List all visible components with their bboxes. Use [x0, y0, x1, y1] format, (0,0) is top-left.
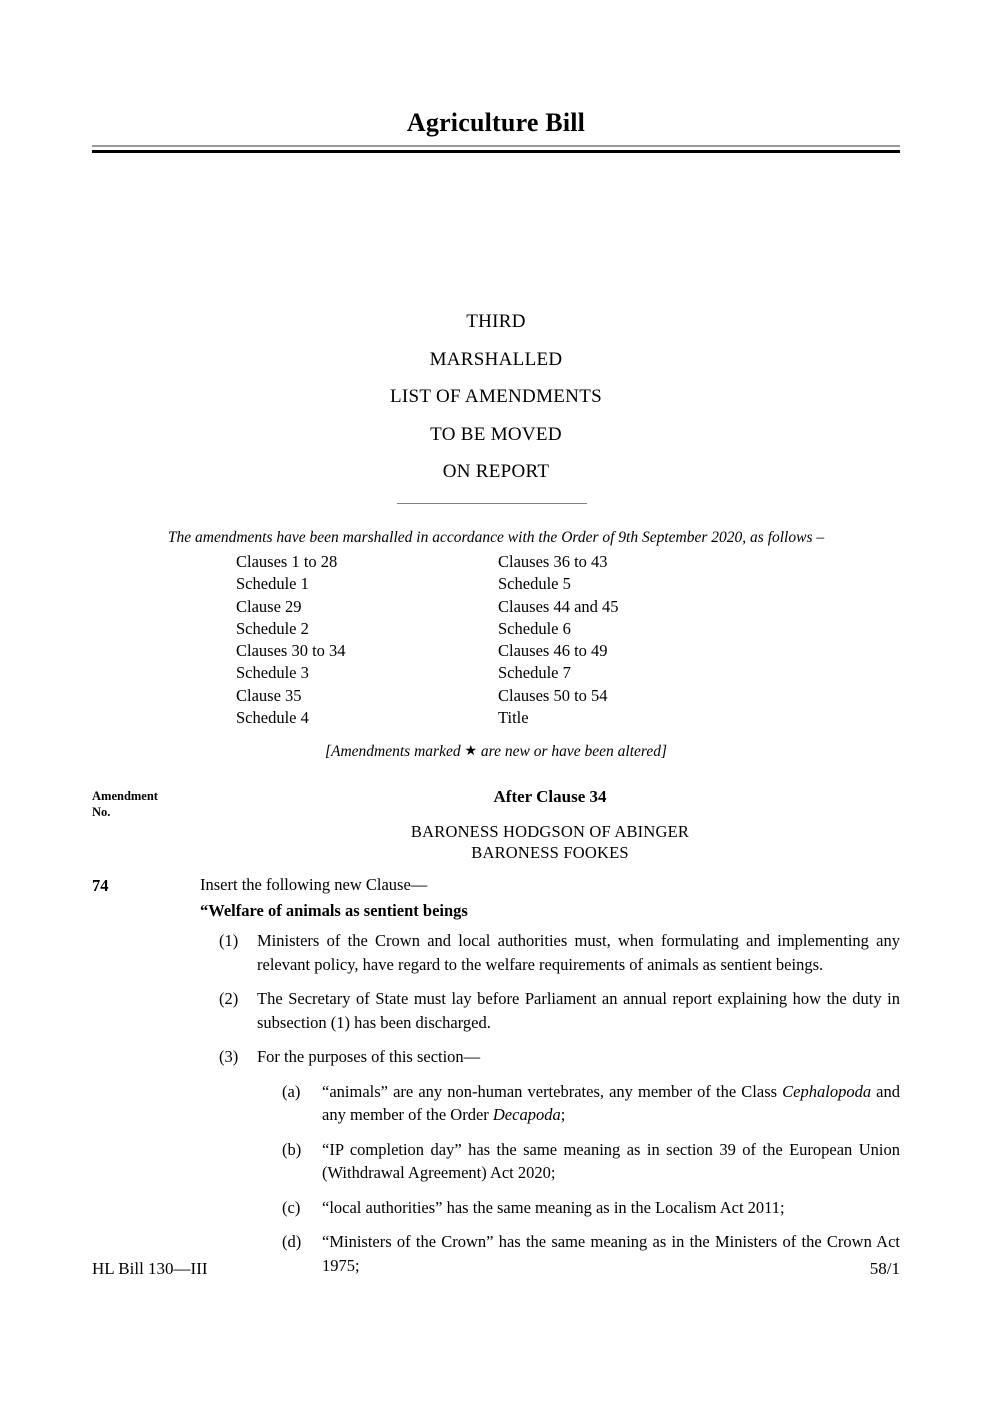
list-item: Clause 29	[236, 596, 302, 616]
list-item: Schedule 5	[498, 574, 571, 594]
definition-item	[282, 1196, 900, 1220]
list-item: Schedule 4	[236, 708, 309, 728]
definition-item	[282, 1230, 900, 1277]
subsection-marker: (2)	[219, 989, 239, 1008]
list-item: Schedule 2	[236, 618, 309, 638]
heading-line-3: LIST OF AMENDMENTS	[390, 386, 602, 407]
amendment-no-margin-label	[92, 789, 202, 820]
subsection	[219, 987, 900, 1034]
definition-marker: (b)	[282, 1139, 302, 1159]
definition-text: “local authorities” has the same meaning as in the Localism Act 2011;	[322, 1197, 785, 1217]
heading-line-2: MARSHALLED	[429, 348, 563, 370]
clause-order-column-left	[236, 551, 498, 729]
list-item: Title	[498, 708, 529, 728]
subsection-marker: (1)	[219, 931, 239, 950]
star-note-suffix: are new or have been altered]	[477, 743, 667, 760]
subsection-text: The Secretary of State must lay before Parliament an annual report explaining how the duty in subsection (1) has been discharged.	[257, 989, 900, 1032]
section-divider-rule	[397, 503, 587, 504]
amendment-no-label-line2: No.	[92, 804, 111, 819]
subsection-text: For the purposes of this section—	[257, 1047, 481, 1066]
page-title: Agriculture Bill	[406, 108, 586, 137]
star-icon: ★	[464, 744, 478, 759]
list-item: Schedule 7	[498, 663, 571, 683]
clause-order-column-right	[498, 551, 778, 729]
list-item: Clauses 50 to 54	[498, 685, 608, 705]
definition-marker: (c)	[282, 1197, 301, 1217]
heading-line-4: TO BE MOVED	[430, 423, 562, 445]
heading-line-5: ON REPORT	[442, 461, 550, 482]
list-item: Clause 35	[236, 685, 302, 705]
amendment-no-label-line1: Amendment	[92, 789, 158, 803]
list-item: Clauses 30 to 34	[236, 641, 346, 661]
new-clause-title: “Welfare of animals as sentient beings	[200, 901, 468, 920]
footer-bill-number: HL Bill 130—III	[92, 1259, 208, 1278]
amendment-body	[219, 929, 900, 1277]
list-item: Schedule 1	[236, 574, 309, 594]
amendment-number: 74	[92, 876, 109, 895]
list-item: Schedule 3	[236, 663, 309, 683]
sponsor-name: BARONESS HODGSON OF ABINGER	[410, 822, 690, 841]
list-item: Schedule 6	[498, 618, 571, 638]
starred-amendments-note	[92, 743, 900, 761]
list-item: Clauses 44 and 45	[498, 596, 619, 616]
list-item: Clauses 46 to 49	[498, 641, 608, 661]
sponsor-list	[200, 821, 900, 863]
definition-item	[282, 1138, 900, 1185]
definition-marker: (a)	[282, 1081, 301, 1101]
insert-instruction: Insert the following new Clause—	[200, 875, 428, 894]
star-note-prefix: [Amendments marked	[324, 743, 465, 760]
subsection	[219, 1045, 900, 1277]
definition-text: “IP completion day” has the same meaning as in section 39 of the European Union (Withdrawal Agreement) Act 2020;	[322, 1139, 900, 1182]
definition-text: “Ministers of the Crown” has the same meaning as in the Ministers of the Crown Act 1975;	[322, 1232, 900, 1275]
definition-list	[257, 1080, 900, 1278]
document-heading-block	[92, 303, 900, 491]
subsection-marker: (3)	[219, 1047, 239, 1066]
sponsor-name: BARONESS FOOKES	[471, 843, 629, 862]
title-divider-thick-rule	[92, 150, 900, 153]
title-divider	[92, 145, 900, 153]
definition-marker: (d)	[282, 1232, 302, 1251]
list-item: Clauses 1 to 28	[236, 552, 338, 571]
subsection-text: Ministers of the Crown and local authorities must, when formulating and implementing any relevant policy, have regard to the welfare requirements of animals as sentient beings.	[257, 931, 900, 974]
footer-page-number: 58/1	[869, 1259, 900, 1278]
marshalling-note: The amendments have been marshalled in accordance with the Order of 9th September 2020, as follows –	[167, 529, 825, 546]
heading-line-1: THIRD	[466, 311, 526, 332]
list-item: Clauses 36 to 43	[498, 552, 608, 571]
subsection	[219, 929, 900, 976]
definition-text: “animals” are any non-human vertebrates, any member of the Class Cephalopoda and any member of the Order Decapoda;	[322, 1081, 901, 1124]
definition-item	[282, 1080, 900, 1127]
section-heading: After Clause 34	[493, 787, 607, 806]
clause-order-list	[236, 551, 796, 729]
